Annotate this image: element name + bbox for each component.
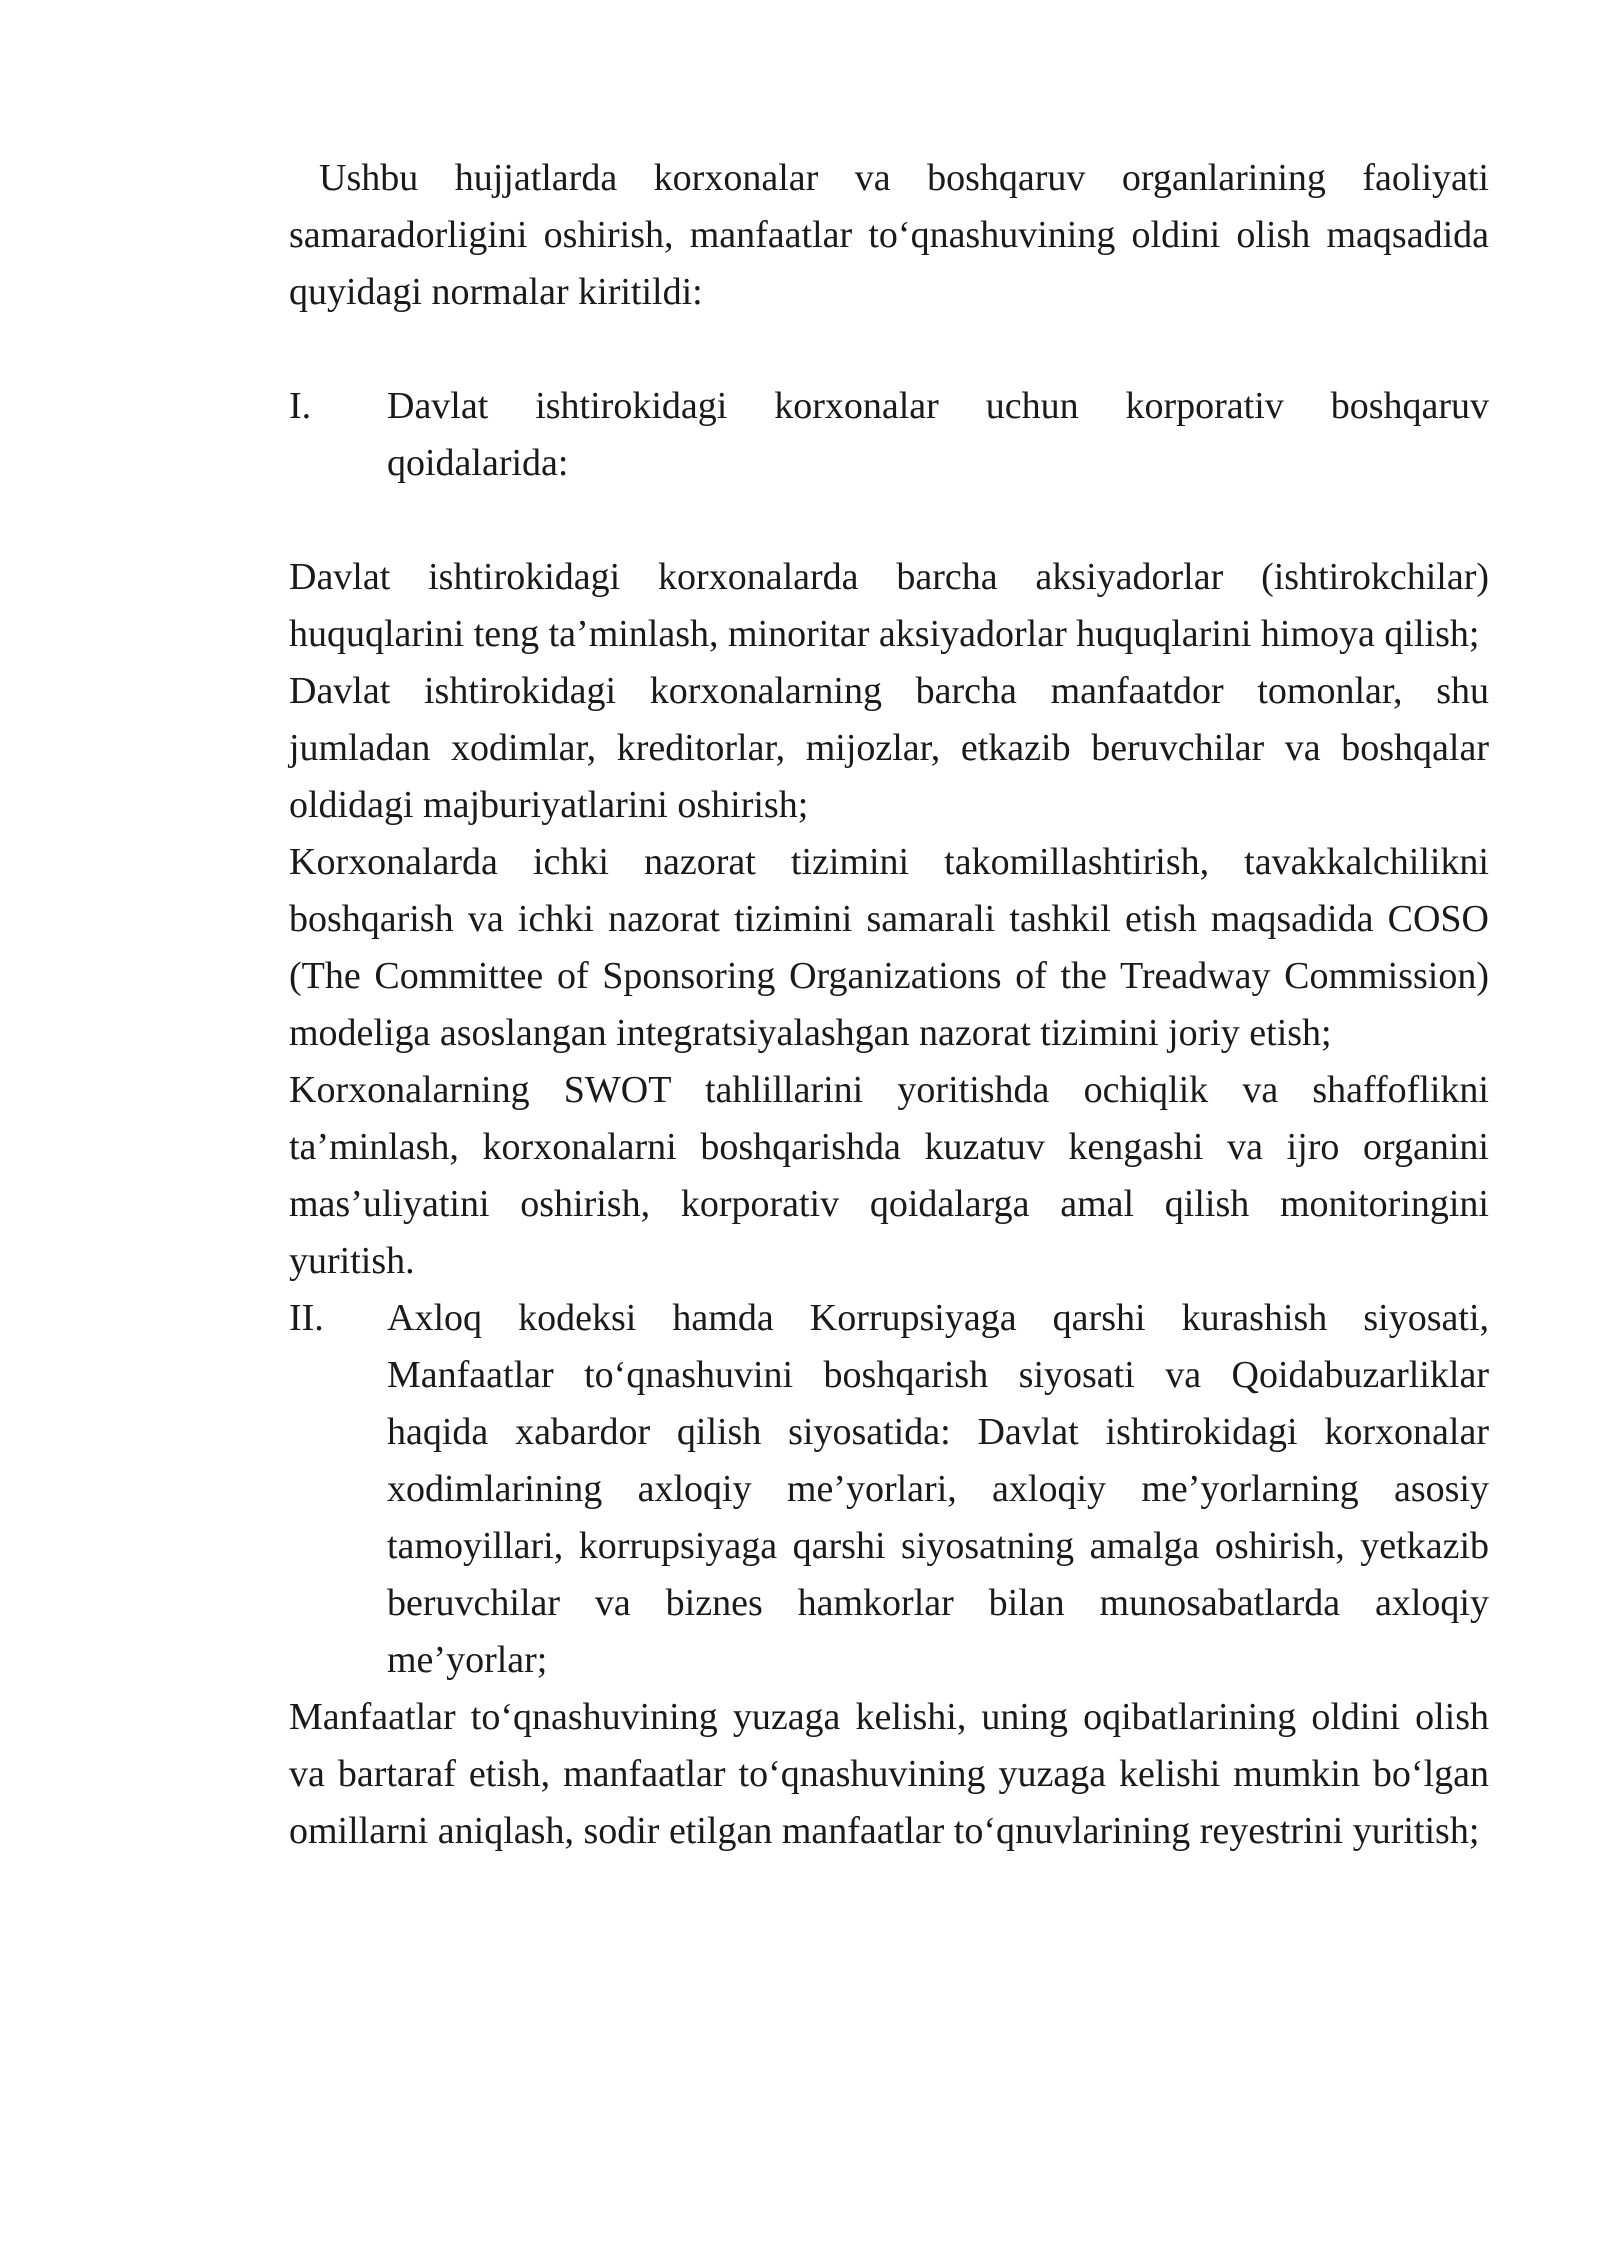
section-2-heading — [289, 1290, 1489, 1689]
section-1-heading — [289, 378, 1489, 492]
section-1-item-2: Davlat ishtirokidagi korxonalarning barcha manfaatdor tomonlar, shu jumladan xodimlar, kreditorlar, mijozlar, etkazib beruvchilar va boshqalar oldidagi majburiyatlarini oshirish; — [289, 670, 1489, 826]
section-1-number: I. — [289, 385, 312, 427]
section-1-item-3: Korxonalarda ichki nazorat tizimini takomillashtirish, tavakkalchilikni boshqarish va ichki nazorat tizimini samarali tashkil etish maqsadida COSO (The Committee of Sponsoring Organizations of the Treadway Commission) modeliga asoslangan integratsiyalashgan nazorat tizimini joriy etish; — [289, 841, 1489, 1054]
section-2-number: II. — [289, 1297, 324, 1339]
section-2-item-1: Manfaatlar to‘qnashuvining yuzaga kelishi, uning oqibatlarining oldini olish va bartaraf etish, manfaatlar to‘qnashuvining yuzaga kelishi mumkin bo‘lgan omillarni aniqlash, sodir etilgan manfaatlar to‘qnuvlarining reyestrini yuritish; — [289, 1696, 1489, 1852]
section-1-item-4: Korxonalarning SWOT tahlillarini yoritishda ochiqlik va shaffoflikni ta’minlash, korxonalarni boshqarishda kuzatuv kengashi va ijro organini mas’uliyatini oshirish, korporativ qoidalarga amal qilish monitoringini yuritish. — [289, 1069, 1489, 1282]
spacer — [289, 321, 1489, 378]
document-body — [289, 150, 1489, 1860]
section-1-title: Davlat ishtirokidagi korxonalar uchun korporativ boshqaruv qoidalarida: — [387, 385, 1489, 484]
intro-paragraph: Ushbu hujjatlarda korxonalar va boshqaruv organlarining faoliyati samaradorligini oshirish, manfaatlar to‘qnashuvining oldini olish maqsadida quyidagi normalar kiritildi: — [289, 157, 1489, 313]
section-2-title: Axloq kodeksi hamda Korrupsiyaga qarshi kurashish siyosati, Manfaatlar to‘qnashuvini boshqarish siyosati va Qoidabuzarliklar haqida xabardor qilish siyosatida: Davlat ishtirokidagi korxonalar xodimlarining axloqiy me’yorlari, axloqiy me’yorlarning asosiy tamoyillari, korrupsiyaga qarshi siyosatning amalga oshirish, yetkazib beruvchilar va biznes hamkorlar bilan munosabatlarda axloqiy me’yorlar; — [387, 1297, 1489, 1681]
section-1-item-1: Davlat ishtirokidagi korxonalarda barcha aksiyadorlar (ishtirokchilar) huquqlarini teng ta’minlash, minoritar aksiyadorlar huquqlarini himoya qilish; — [289, 556, 1489, 655]
spacer — [289, 492, 1489, 549]
